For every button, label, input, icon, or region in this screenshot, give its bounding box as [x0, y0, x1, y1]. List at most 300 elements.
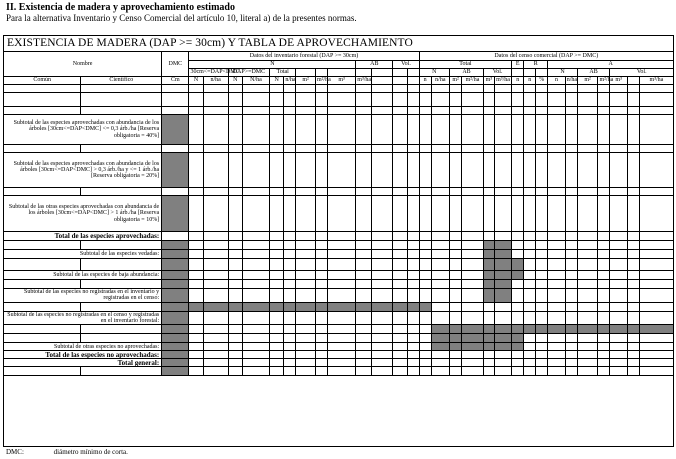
- table-cell: [162, 85, 189, 93]
- table-cell: [494, 343, 511, 351]
- table-cell: [296, 153, 316, 188]
- table-cell: [189, 250, 203, 259]
- table-cell: [419, 85, 431, 93]
- table-label: m²/ha: [316, 77, 331, 84]
- table-cell: [419, 145, 431, 153]
- table-cell: [284, 359, 296, 367]
- table-cell: [524, 359, 536, 367]
- table-cell: [315, 334, 327, 343]
- table-cell: [407, 259, 419, 271]
- table-cell: [356, 367, 371, 376]
- table-cell: [483, 367, 494, 376]
- table-cell: [162, 241, 189, 250]
- table-cell: [189, 93, 203, 107]
- table-cell: [327, 69, 355, 77]
- table-label: N: [548, 69, 577, 77]
- table-cell: [393, 325, 407, 334]
- table-cell: [431, 351, 450, 359]
- table-cell: [536, 196, 548, 232]
- table-cell: [228, 280, 242, 289]
- table-cell: [598, 93, 610, 107]
- table-cell: [228, 325, 242, 334]
- table-cell: [242, 188, 269, 196]
- table-cell: [242, 351, 269, 359]
- table-cell: [598, 280, 610, 289]
- table-cell: [203, 259, 228, 271]
- table-cell: [536, 343, 548, 351]
- table-cell: [627, 232, 639, 241]
- table-cell: [610, 343, 627, 351]
- table-cell: [393, 232, 407, 241]
- table-cell: [242, 196, 269, 232]
- table-cell: [462, 153, 484, 188]
- table-cell: [315, 271, 327, 280]
- table-cell: [242, 153, 269, 188]
- table-cell: [450, 367, 462, 376]
- footnote: [6, 448, 128, 456]
- table-cell: [512, 241, 524, 250]
- table-label: Total de las especies aprovechadas:: [4, 232, 162, 241]
- table-cell: [189, 153, 203, 188]
- table-cell: [242, 311, 269, 325]
- table-cell: [431, 280, 450, 289]
- table-cell: [284, 232, 296, 241]
- table-cell: [162, 188, 189, 196]
- table-cell: [228, 93, 242, 107]
- table-cell: [419, 241, 431, 250]
- table-cell: [483, 107, 494, 115]
- table-cell: [450, 85, 462, 93]
- table-cell: [419, 367, 431, 376]
- table-cell: [627, 145, 639, 153]
- table-cell: [189, 241, 203, 250]
- table-cell: [327, 325, 355, 334]
- table-label: m³: [610, 77, 627, 85]
- table-cell: [296, 351, 316, 359]
- table-cell: [356, 153, 371, 188]
- table-cell: [242, 280, 269, 289]
- table-cell: [419, 280, 431, 289]
- table-cell: [639, 302, 673, 311]
- table-cell: [598, 241, 610, 250]
- table-cell: [284, 325, 296, 334]
- table-cell: [610, 145, 627, 153]
- table-cell: [284, 250, 296, 259]
- table-cell: [627, 241, 639, 250]
- table-row: [4, 85, 674, 93]
- table-cell: [627, 325, 639, 334]
- table-label: m²/ha: [599, 77, 614, 84]
- table-row: [4, 302, 674, 311]
- table-cell: [610, 232, 627, 241]
- table-cell: [627, 359, 639, 367]
- table-cell: [598, 351, 610, 359]
- table-cell: [393, 311, 407, 325]
- table-cell: [598, 302, 610, 311]
- table-cell: [327, 188, 355, 196]
- table-cell: [610, 289, 627, 303]
- table-cell: [315, 289, 327, 303]
- table-cell: [407, 359, 419, 367]
- table-row: [4, 343, 674, 351]
- table-label: Datos del censo comercial (DAP >= DMC): [419, 52, 673, 61]
- table-cell: [548, 359, 565, 367]
- section-subheading: Para la alternativa Inventario y Censo Comercial del artículo 10, literal a) de la presentes normas.: [6, 13, 357, 23]
- table-cell: [242, 115, 269, 145]
- table-cell: [296, 188, 316, 196]
- table-cell: [189, 259, 203, 271]
- table-cell: [81, 241, 162, 250]
- table-cell: [327, 289, 355, 303]
- table-cell: [565, 145, 577, 153]
- table-cell: [494, 325, 511, 334]
- table-label: Total: [270, 69, 296, 77]
- table-cell: [494, 280, 511, 289]
- table-cell: [431, 241, 450, 250]
- table-cell: [639, 115, 673, 145]
- table-label: m²/ha: [462, 77, 484, 85]
- table-cell: [548, 188, 565, 196]
- table-cell: [598, 271, 610, 280]
- table-label: Cm: [162, 77, 189, 85]
- table-cell: [393, 153, 407, 188]
- table-cell: [81, 188, 162, 196]
- table-cell: [639, 259, 673, 271]
- table-cell: [536, 145, 548, 153]
- table-cell: [512, 145, 524, 153]
- table-cell: [483, 343, 494, 351]
- table-cell: [610, 259, 627, 271]
- table-cell: [565, 85, 577, 93]
- table-row: [4, 241, 674, 250]
- table-cell: [356, 241, 371, 250]
- table-cell: [203, 343, 228, 351]
- table-row: [4, 115, 674, 145]
- table-cell: [462, 351, 484, 359]
- table-cell: [284, 153, 296, 188]
- table-cell: [162, 367, 189, 376]
- table-cell: [483, 259, 494, 271]
- table-cell: [419, 188, 431, 196]
- table-cell: [536, 93, 548, 107]
- table-cell: [407, 241, 419, 250]
- table-cell: [462, 196, 484, 232]
- table-cell: [203, 280, 228, 289]
- table-cell: [610, 85, 627, 93]
- table-cell: [431, 302, 450, 311]
- table-cell: [203, 325, 228, 334]
- table-cell: [356, 145, 371, 153]
- table-cell: [203, 145, 228, 153]
- table-cell: [315, 250, 327, 259]
- table-cell: [627, 107, 639, 115]
- table-row: [4, 188, 674, 196]
- table-cell: [162, 311, 189, 325]
- table-cell: [610, 188, 627, 196]
- table-cell: [270, 367, 284, 376]
- table-cell: [189, 271, 203, 280]
- table-cell: [162, 196, 189, 232]
- table-cell: [450, 259, 462, 271]
- table-cell: [393, 85, 407, 93]
- table-cell: [407, 232, 419, 241]
- table-cell: [189, 188, 203, 196]
- table-label: A: [548, 61, 674, 69]
- table-cell: [512, 232, 524, 241]
- table-cell: [371, 325, 393, 334]
- table-cell: [270, 145, 284, 153]
- table-label: N: [189, 61, 356, 69]
- table-cell: [371, 196, 393, 232]
- table-cell: [639, 334, 673, 343]
- table-cell: [524, 351, 536, 359]
- table-cell: [189, 196, 203, 232]
- table-cell: [548, 241, 565, 250]
- table-cell: [189, 325, 203, 334]
- table-cell: [356, 302, 371, 311]
- table-cell: [639, 250, 673, 259]
- table-cell: [228, 289, 242, 303]
- table-cell: [565, 311, 577, 325]
- table-cell: [81, 85, 162, 93]
- table-cell: [565, 334, 577, 343]
- table-cell: [494, 311, 511, 325]
- table-cell: [577, 334, 598, 343]
- table-cell: [327, 359, 355, 367]
- table-cell: [189, 280, 203, 289]
- table-cell: [450, 93, 462, 107]
- table-cell: [565, 153, 577, 188]
- table-cell: [393, 93, 407, 107]
- table-cell: [639, 311, 673, 325]
- table-cell: [524, 250, 536, 259]
- table-cell: [284, 93, 296, 107]
- table-cell: [203, 311, 228, 325]
- table-cell: [536, 359, 548, 367]
- table-cell: [627, 153, 639, 188]
- table-cell: [189, 351, 203, 359]
- table-cell: [462, 85, 484, 93]
- table-cell: [524, 271, 536, 280]
- table-cell: [483, 85, 494, 93]
- table-cell: [419, 107, 431, 115]
- table-cell: [548, 367, 565, 376]
- table-cell: [407, 153, 419, 188]
- table-cell: [536, 107, 548, 115]
- table-cell: [393, 241, 407, 250]
- table-cell: [419, 325, 431, 334]
- table-cell: [627, 280, 639, 289]
- table-cell: [536, 69, 548, 77]
- table-cell: [203, 232, 228, 241]
- table-cell: [462, 311, 484, 325]
- table-cell: [431, 250, 450, 259]
- table-row: [4, 280, 674, 289]
- table-cell: [228, 85, 242, 93]
- table-cell: [356, 343, 371, 351]
- table-cell: [577, 311, 598, 325]
- table-label: m³/ha: [639, 77, 673, 85]
- table-cell: [512, 93, 524, 107]
- table-cell: [524, 325, 536, 334]
- table-cell: [284, 241, 296, 250]
- table-cell: [284, 196, 296, 232]
- table-cell: [203, 250, 228, 259]
- table-cell: [203, 359, 228, 367]
- table-cell: [512, 311, 524, 325]
- table-row: [4, 311, 674, 325]
- table-cell: [315, 259, 327, 271]
- table-cell: [203, 115, 228, 145]
- table-cell: [228, 343, 242, 351]
- table-cell: [483, 145, 494, 153]
- table-cell: [639, 153, 673, 188]
- table-cell: [296, 289, 316, 303]
- table-cell: [393, 145, 407, 153]
- table-cell: [407, 196, 419, 232]
- table-cell: [4, 325, 81, 334]
- table-cell: [536, 334, 548, 343]
- table-cell: [371, 77, 393, 85]
- table-cell: [450, 107, 462, 115]
- table-row: [4, 107, 674, 115]
- table-cell: [512, 271, 524, 280]
- table-cell: [483, 188, 494, 196]
- table-label: n/ha: [203, 77, 228, 85]
- footnote-definition: diámetro mínimo de corta.: [53, 448, 128, 456]
- table-cell: [162, 289, 189, 303]
- table-cell: [450, 359, 462, 367]
- table-cell: [627, 302, 639, 311]
- table-cell: [371, 351, 393, 359]
- table-cell: [524, 302, 536, 311]
- table-cell: [393, 115, 407, 145]
- table-cell: [315, 241, 327, 250]
- table-label: AB: [356, 61, 393, 69]
- table-row: [4, 359, 674, 367]
- table-cell: [512, 250, 524, 259]
- table-cell: [242, 259, 269, 271]
- table-cell: [315, 232, 327, 241]
- table-cell: [162, 93, 189, 107]
- table-cell: [371, 271, 393, 280]
- table-cell: [371, 343, 393, 351]
- table-cell: [393, 196, 407, 232]
- table-cell: [610, 351, 627, 359]
- section-heading: II. Existencia de madera y aprovechamiento estimado: [6, 2, 235, 13]
- table-cell: [483, 311, 494, 325]
- table-cell: [565, 302, 577, 311]
- table-cell: [327, 196, 355, 232]
- table-cell: [228, 145, 242, 153]
- table-cell: [494, 359, 511, 367]
- table-cell: [483, 115, 494, 145]
- table-cell: [270, 325, 284, 334]
- table-cell: [494, 85, 511, 93]
- table-cell: [407, 85, 419, 93]
- table-row: [4, 334, 674, 343]
- table-cell: [419, 359, 431, 367]
- table-cell: [627, 367, 639, 376]
- table-cell: [536, 325, 548, 334]
- table-cell: [203, 334, 228, 343]
- table-cell: [483, 196, 494, 232]
- table-cell: [371, 241, 393, 250]
- table-cell: [407, 289, 419, 303]
- table-cell: [203, 153, 228, 188]
- table-cell: [189, 302, 203, 311]
- table-cell: [548, 351, 565, 359]
- table-cell: [393, 69, 407, 77]
- table-cell: [270, 93, 284, 107]
- table-cell: [494, 196, 511, 232]
- table-cell: [483, 280, 494, 289]
- table-label: Subtotal de las especies aprovechadas con abundancia de los árboles [30cm<=DAP<DMC] > 0,3 árb./ha y <= 1 árb./ha [Reserva obligatoria = 20%]: [4, 153, 162, 188]
- table-cell: [228, 302, 242, 311]
- table-cell: [270, 302, 284, 311]
- table-cell: [270, 343, 284, 351]
- table-label: E: [512, 61, 524, 69]
- table-cell: [431, 196, 450, 232]
- table-cell: [356, 196, 371, 232]
- table-cell: [431, 93, 450, 107]
- table-cell: [431, 334, 450, 343]
- table-cell: [356, 85, 371, 93]
- table-cell: [242, 85, 269, 93]
- table-cell: [639, 325, 673, 334]
- table-cell: [356, 115, 371, 145]
- table-cell: [4, 93, 81, 107]
- table-cell: [203, 188, 228, 196]
- table-cell: [610, 302, 627, 311]
- table-cell: [512, 343, 524, 351]
- table-cell: [536, 351, 548, 359]
- table-cell: [356, 325, 371, 334]
- table-cell: [162, 153, 189, 188]
- table-cell: [270, 334, 284, 343]
- table-cell: [450, 271, 462, 280]
- table-cell: [327, 271, 355, 280]
- table-cell: [81, 367, 162, 376]
- table-cell: [462, 302, 484, 311]
- table-cell: [407, 280, 419, 289]
- table-cell: [407, 311, 419, 325]
- table-cell: [610, 93, 627, 107]
- timber-table: [3, 51, 674, 376]
- table-cell: [494, 259, 511, 271]
- table-cell: [524, 85, 536, 93]
- table-cell: [462, 93, 484, 107]
- table-cell: [494, 250, 511, 259]
- table-cell: [419, 259, 431, 271]
- table-cell: [598, 343, 610, 351]
- table-cell: [162, 259, 189, 271]
- table-cell: [565, 343, 577, 351]
- table-cell: [577, 280, 598, 289]
- table-cell: [284, 271, 296, 280]
- table-label: N: [419, 69, 450, 77]
- table-cell: [462, 107, 484, 115]
- table-cell: [494, 93, 511, 107]
- table-cell: [296, 302, 316, 311]
- table-cell: [627, 85, 639, 93]
- table-cell: [627, 334, 639, 343]
- table-cell: [627, 77, 639, 85]
- table-cell: [512, 280, 524, 289]
- table-cell: [270, 259, 284, 271]
- table-cell: [371, 93, 393, 107]
- table-cell: [565, 351, 577, 359]
